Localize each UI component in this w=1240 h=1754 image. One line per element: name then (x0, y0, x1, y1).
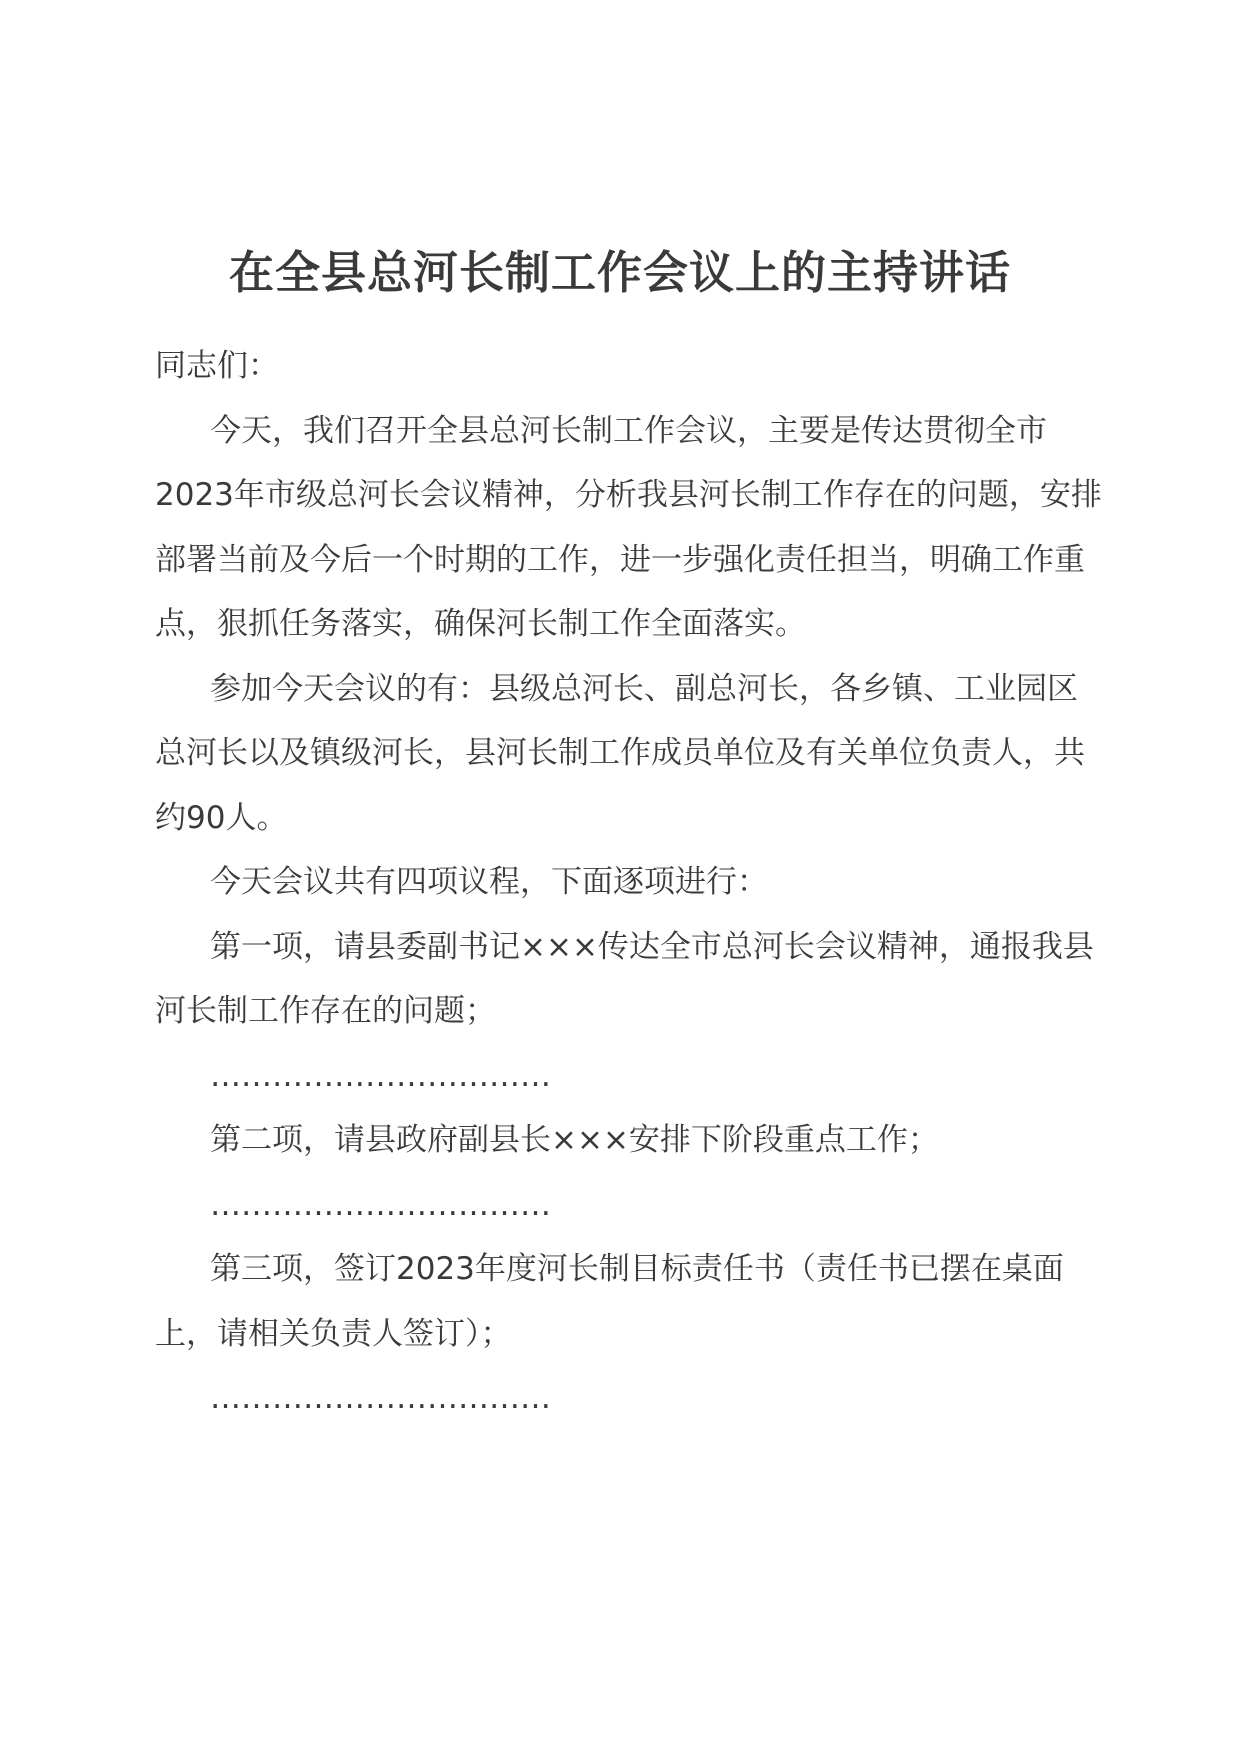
paragraph-intro: 今天，我们召开全县总河长制工作会议，主要是传达贯彻全市2023年市级总河长会议精神，分析我县河长制工作存在的问题，安排部署当前及今后一个时期的工作，进一步强化责任担当，明确工作重点，狠抓任务落实，确保河长制工作全面落实。 (155, 412, 1102, 642)
paragraph-agenda-overview: 今天会议共有四项议程，下面逐项进行： (210, 864, 768, 900)
ellipsis-line: …………………………… (210, 1057, 551, 1094)
ellipsis-line: …………………………… (210, 1380, 551, 1416)
paragraph-attendees: 参加今天会议的有：县级总河长、副总河长，各乡镇、工业园区总河长以及镇级河长，县河长制工作成员单位及有关单位负责人，共约90人。 (155, 670, 1085, 836)
agenda-item-2: 第二项，请县政府副县长×××安排下阶段重点工作； (210, 1122, 939, 1158)
agenda-item-3: 第三项，签订2023年度河长制目标责任书（责任书已摆在桌面上，请相关负责人签订）； (155, 1251, 1064, 1352)
salutation: 同志们： (155, 348, 279, 384)
document-title: 在全县总河长制工作会议上的主持讲话 (228, 246, 1011, 299)
ellipsis-line: …………………………… (210, 1186, 551, 1223)
agenda-item-1: 第一项，请县委副书记×××传达全市总河长会议精神，通报我县河长制工作存在的问题； (155, 928, 1094, 1029)
document-body (155, 334, 1105, 1431)
